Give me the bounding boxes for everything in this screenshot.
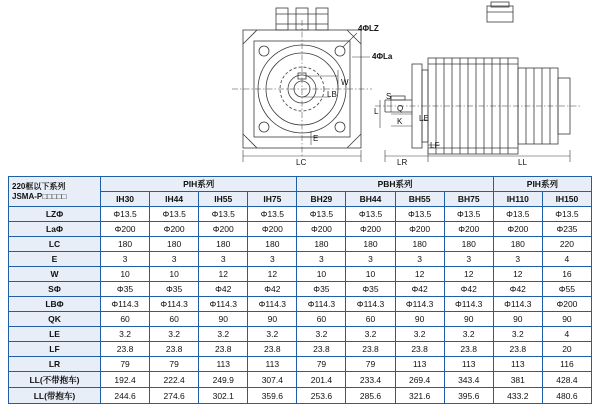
- cell: 60: [346, 312, 395, 327]
- cell: 10: [297, 267, 346, 282]
- cell: 23.8: [248, 342, 297, 357]
- cell: Φ13.5: [542, 207, 591, 222]
- dimension-table-wrap: [8, 176, 592, 404]
- cell: Φ42: [493, 282, 542, 297]
- row-label-lz: LZΦ: [9, 207, 101, 222]
- row-label-w: W: [9, 267, 101, 282]
- cell: 23.8: [199, 342, 248, 357]
- cell: 253.6: [297, 388, 346, 404]
- cell: 233.4: [346, 372, 395, 388]
- cell: 180: [346, 237, 395, 252]
- row-label-la: LaΦ: [9, 222, 101, 237]
- cell: Φ114.3: [199, 297, 248, 312]
- cell: 23.8: [444, 342, 493, 357]
- cell: Φ114.3: [248, 297, 297, 312]
- cell: 343.4: [444, 372, 493, 388]
- cell: Φ13.5: [150, 207, 199, 222]
- cell: 244.6: [101, 388, 150, 404]
- cell: 433.2: [493, 388, 542, 404]
- cell: 12: [493, 267, 542, 282]
- cell: Φ200: [493, 222, 542, 237]
- col-header-bh44: BH44: [346, 192, 395, 207]
- cell: 116: [542, 357, 591, 372]
- cell: 16: [542, 267, 591, 282]
- cell: Φ42: [444, 282, 493, 297]
- cell: Φ35: [346, 282, 395, 297]
- cell: Φ200: [248, 222, 297, 237]
- cell: 302.1: [199, 388, 248, 404]
- cell: 23.8: [101, 342, 150, 357]
- cell: 180: [248, 237, 297, 252]
- label-k: K: [397, 117, 403, 126]
- cell: 395.6: [444, 388, 493, 404]
- cell: 180: [395, 237, 444, 252]
- cell: Φ13.5: [493, 207, 542, 222]
- cell: Φ114.3: [346, 297, 395, 312]
- cell: 3.2: [248, 327, 297, 342]
- cell: 3: [346, 252, 395, 267]
- group-header-row: [9, 177, 592, 192]
- cell: 249.9: [199, 372, 248, 388]
- cell: 60: [150, 312, 199, 327]
- table-row: [9, 312, 592, 327]
- table-row: [9, 388, 592, 404]
- cell: Φ55: [542, 282, 591, 297]
- label-q: Q: [397, 104, 404, 113]
- cell: 3.2: [444, 327, 493, 342]
- cell: 3.2: [395, 327, 444, 342]
- col-header-bh29: BH29: [297, 192, 346, 207]
- cell: 180: [493, 237, 542, 252]
- cell: 3.2: [199, 327, 248, 342]
- cell: 3.2: [150, 327, 199, 342]
- cell: Φ35: [101, 282, 150, 297]
- row-label-lr: LR: [9, 357, 101, 372]
- label-lb: LB: [327, 90, 337, 99]
- cell: 23.8: [346, 342, 395, 357]
- row-label-lc: LC: [9, 237, 101, 252]
- cell: 113: [493, 357, 542, 372]
- cell: 359.6: [248, 388, 297, 404]
- table-row: [9, 372, 592, 388]
- cell: 3: [297, 252, 346, 267]
- row-label-ll-with-brake: LL(带抱车): [9, 388, 101, 404]
- cell: 222.4: [150, 372, 199, 388]
- drawing-area: [0, 0, 600, 172]
- cell: 113: [248, 357, 297, 372]
- cell: 4: [542, 327, 591, 342]
- cell: Φ114.3: [395, 297, 444, 312]
- cell: 79: [101, 357, 150, 372]
- cell: Φ114.3: [101, 297, 150, 312]
- cell: 201.4: [297, 372, 346, 388]
- cell: 274.6: [150, 388, 199, 404]
- cell: 90: [493, 312, 542, 327]
- cell: 3.2: [101, 327, 150, 342]
- cell: Φ200: [395, 222, 444, 237]
- cell: 220: [542, 237, 591, 252]
- cell: Φ200: [297, 222, 346, 237]
- cell: Φ235: [542, 222, 591, 237]
- cell: 60: [101, 312, 150, 327]
- label-lf: LF: [430, 141, 440, 150]
- cell: Φ114.3: [493, 297, 542, 312]
- cell: Φ13.5: [346, 207, 395, 222]
- cell: 180: [101, 237, 150, 252]
- row-label-e: E: [9, 252, 101, 267]
- group-header-pih-1: PIH系列: [101, 177, 297, 192]
- cell: 12: [248, 267, 297, 282]
- cell: Φ200: [199, 222, 248, 237]
- dimension-table: [8, 176, 592, 404]
- col-header-ih55: IH55: [199, 192, 248, 207]
- table-row: [9, 297, 592, 312]
- cell: Φ13.5: [199, 207, 248, 222]
- cell: 10: [101, 267, 150, 282]
- cell: 480.6: [542, 388, 591, 404]
- cell: 79: [346, 357, 395, 372]
- cell: Φ13.5: [395, 207, 444, 222]
- label-4-phi-la: 4ΦLa: [372, 52, 393, 61]
- cell: 90: [395, 312, 444, 327]
- col-header-ih44: IH44: [150, 192, 199, 207]
- cell: 192.4: [101, 372, 150, 388]
- label-s: S: [386, 92, 392, 101]
- table-row: [9, 252, 592, 267]
- cell: 4: [542, 252, 591, 267]
- row-label-lb: LBΦ: [9, 297, 101, 312]
- col-header-ih110: IH110: [493, 192, 542, 207]
- table-row: [9, 327, 592, 342]
- label-ll: LL: [518, 158, 527, 167]
- label-w: W: [341, 78, 349, 87]
- cell: Φ13.5: [444, 207, 493, 222]
- row-label-ll-no-brake: LL(不带抱车): [9, 372, 101, 388]
- cell: 23.8: [395, 342, 444, 357]
- table-body: [9, 207, 592, 404]
- cell: 20: [542, 342, 591, 357]
- cell: Φ42: [199, 282, 248, 297]
- cell: 79: [297, 357, 346, 372]
- table-corner-header: [9, 177, 101, 207]
- cell: 3: [199, 252, 248, 267]
- cell: Φ13.5: [248, 207, 297, 222]
- cell: 12: [199, 267, 248, 282]
- table-row: [9, 222, 592, 237]
- label-l: L: [374, 107, 379, 116]
- cell: Φ200: [444, 222, 493, 237]
- cell: Φ114.3: [150, 297, 199, 312]
- row-label-s: SΦ: [9, 282, 101, 297]
- cell: 180: [199, 237, 248, 252]
- cell: 321.6: [395, 388, 444, 404]
- table-row: [9, 267, 592, 282]
- cell: Φ200: [150, 222, 199, 237]
- cell: 3: [444, 252, 493, 267]
- cell: 269.4: [395, 372, 444, 388]
- cell: Φ42: [395, 282, 444, 297]
- corner-line-2: JSMA-P□□□□□: [12, 191, 67, 201]
- cell: 3.2: [346, 327, 395, 342]
- cell: 113: [395, 357, 444, 372]
- cell: 180: [444, 237, 493, 252]
- label-lc: LC: [296, 158, 307, 167]
- col-header-ih30: IH30: [101, 192, 150, 207]
- cell: Φ13.5: [101, 207, 150, 222]
- group-header-pih-2: PIH系列: [493, 177, 591, 192]
- cell: 307.4: [248, 372, 297, 388]
- cell: 113: [199, 357, 248, 372]
- corner-line-1: 220框以下系列: [12, 181, 66, 191]
- motor-drawings-svg: [0, 0, 600, 172]
- cell: Φ114.3: [444, 297, 493, 312]
- cell: Φ42: [248, 282, 297, 297]
- cell: 90: [444, 312, 493, 327]
- cell: 3.2: [493, 327, 542, 342]
- col-header-ih75: IH75: [248, 192, 297, 207]
- table-row: [9, 342, 592, 357]
- cell: 3: [101, 252, 150, 267]
- cell: 23.8: [150, 342, 199, 357]
- cell: 23.8: [297, 342, 346, 357]
- cell: 3: [493, 252, 542, 267]
- cell: Φ200: [346, 222, 395, 237]
- cell: 180: [297, 237, 346, 252]
- cell: 3: [248, 252, 297, 267]
- cell: Φ13.5: [297, 207, 346, 222]
- label-lr: LR: [397, 158, 408, 167]
- row-label-lf: LF: [9, 342, 101, 357]
- cell: Φ200: [542, 297, 591, 312]
- cell: 381: [493, 372, 542, 388]
- row-label-qk: QK: [9, 312, 101, 327]
- col-header-ih150: IH150: [542, 192, 591, 207]
- cell: 90: [199, 312, 248, 327]
- cell: 12: [444, 267, 493, 282]
- table-row: [9, 282, 592, 297]
- cell: 180: [150, 237, 199, 252]
- table-row: [9, 207, 592, 222]
- table-head: [9, 177, 592, 207]
- cell: Φ200: [101, 222, 150, 237]
- cell: 60: [297, 312, 346, 327]
- cell: 428.4: [542, 372, 591, 388]
- cell: 12: [395, 267, 444, 282]
- col-header-bh55: BH55: [395, 192, 444, 207]
- cell: 3: [395, 252, 444, 267]
- cell: 3: [150, 252, 199, 267]
- col-header-bh75: BH75: [444, 192, 493, 207]
- table-row: [9, 237, 592, 252]
- group-header-pbh: PBH系列: [297, 177, 493, 192]
- cell: 90: [248, 312, 297, 327]
- table-row: [9, 357, 592, 372]
- cell: 79: [150, 357, 199, 372]
- cell: 285.6: [346, 388, 395, 404]
- cell: 90: [542, 312, 591, 327]
- cell: 3.2: [297, 327, 346, 342]
- cell: 10: [346, 267, 395, 282]
- cell: 113: [444, 357, 493, 372]
- label-e: E: [313, 134, 319, 143]
- cell: 23.8: [493, 342, 542, 357]
- cell: Φ35: [297, 282, 346, 297]
- cell: Φ35: [150, 282, 199, 297]
- cell: 10: [150, 267, 199, 282]
- label-4-phi-lz: 4ΦLZ: [358, 24, 379, 33]
- label-le: LE: [419, 114, 429, 123]
- row-label-le: LE: [9, 327, 101, 342]
- cell: Φ114.3: [297, 297, 346, 312]
